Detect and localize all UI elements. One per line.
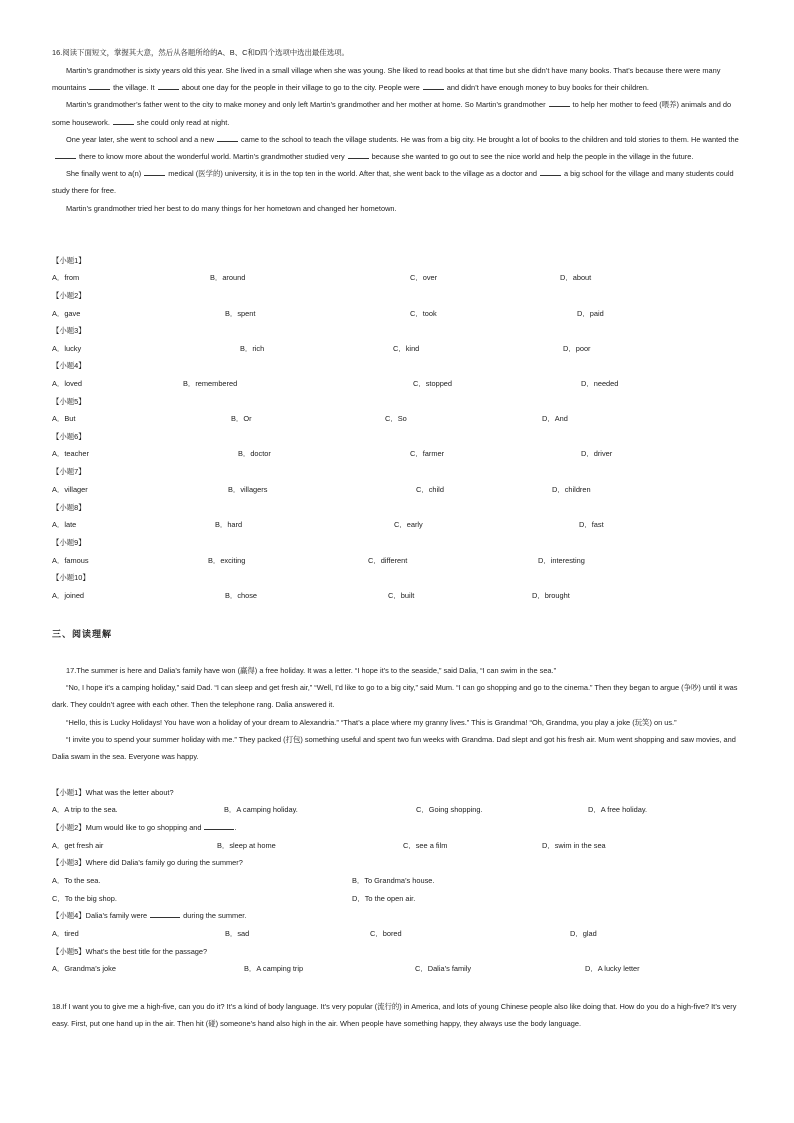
q17-question: 【小题5】What’s the best title for the passage?: [52, 947, 208, 956]
option-d[interactable]: D．A lucky letter: [585, 964, 640, 973]
q18-paragraph: 18.If I want you to give me a high-five, can you do it? It’s a kind of body language. It’s very popular (流行的) in America, and lots of young Chinese people also like doing that. How do you do a high-five? It’s very easy. First, put one hand up in the air. Then hit (碰) someone’s hand also high in the air. When people have something happy, they always use the body language.: [52, 1002, 737, 1029]
option-c[interactable]: C．over: [410, 273, 438, 282]
option-c[interactable]: C．kind: [393, 344, 420, 353]
option-d[interactable]: D．A free holiday.: [588, 805, 648, 814]
option-b[interactable]: B．To Grandma’s house.: [352, 876, 435, 885]
option-b[interactable]: B．rich: [240, 344, 265, 353]
option-d[interactable]: D．children: [552, 485, 591, 494]
blank-4: [549, 99, 570, 107]
q16-item-label: 【小题6】: [52, 432, 86, 441]
q16-item-label: 【小题10】: [52, 573, 90, 582]
q17-question: 【小题2】Mum would like to go shopping and .: [52, 823, 237, 832]
blank-6: [217, 134, 238, 142]
option-d[interactable]: D．needed: [581, 379, 619, 388]
option-d[interactable]: D．And: [542, 414, 568, 423]
q16-item-label: 【小题2】: [52, 291, 86, 300]
option-a[interactable]: A．tired: [52, 929, 79, 938]
q16-instruction: 16.阅读下面短文，掌握其大意，然后从各题所给的A、B、C和D四个选项中选出最佳选项。: [52, 48, 349, 57]
q17-question: 【小题4】Dalia’s family were during the summer.: [52, 911, 247, 920]
option-a[interactable]: A．late: [52, 520, 77, 529]
option-b[interactable]: B．spent: [225, 309, 256, 318]
option-c[interactable]: C．So: [385, 414, 407, 423]
option-d[interactable]: D．about: [560, 273, 592, 282]
option-b[interactable]: B．hard: [215, 520, 243, 529]
q16-paragraph-5: Martin’s grandmother tried her best to do many things for her hometown and changed her hometown.: [66, 203, 397, 213]
q17-question: 【小题3】Where did Dalia’s family go during the summer?: [52, 858, 243, 867]
blank-1: [89, 82, 110, 90]
q16-item-label: 【小题3】: [52, 326, 86, 335]
option-d[interactable]: D．poor: [563, 344, 591, 353]
option-b[interactable]: B．sad: [225, 929, 250, 938]
option-b[interactable]: B．A camping trip: [244, 964, 304, 973]
option-c[interactable]: C．took: [410, 309, 437, 318]
option-a[interactable]: A．famous: [52, 556, 89, 565]
q17-paragraph: “Hello, this is Lucky Holidays! You have won a holiday of your dream to Alexandria.” “That’s a place where my granny lives.” This is Grandma! “Oh, Grandma, you play a joke (玩笑) on us.”: [66, 717, 677, 727]
option-b[interactable]: B．A camping holiday.: [224, 805, 298, 814]
blank-8: [348, 151, 369, 159]
option-c[interactable]: C．To the big shop.: [52, 894, 117, 903]
q16-passage: [52, 62, 742, 217]
option-b[interactable]: B．villagers: [228, 485, 268, 494]
blank-2: [158, 82, 179, 90]
option-c[interactable]: C．Going shopping.: [416, 805, 483, 814]
option-a[interactable]: A．gave: [52, 309, 81, 318]
option-a[interactable]: A．But: [52, 414, 76, 423]
option-b[interactable]: B．around: [210, 273, 246, 282]
option-a[interactable]: A．To the sea.: [52, 876, 101, 885]
option-d[interactable]: D．brought: [532, 591, 570, 600]
q16-item-label: 【小题8】: [52, 503, 86, 512]
q18-passage: [52, 998, 742, 1032]
option-b[interactable]: B．remembered: [183, 379, 238, 388]
q16-paragraph-1: Martin’s grandmother is sixty years old this year. She lived in a small village when she was young. She liked to read books at that time but she didn’t have many books. That’s because there were many mountains the village. It about one day for the people in their village to go to the city. People were and didn’t have enough money to buy books for their children.: [52, 66, 721, 93]
option-b[interactable]: B．doctor: [238, 449, 271, 458]
option-d[interactable]: D．glad: [570, 929, 597, 938]
section-title: 三、阅读理解: [52, 629, 113, 639]
option-d[interactable]: D．paid: [577, 309, 604, 318]
q16-item-label: 【小题5】: [52, 397, 86, 406]
blank-3: [423, 82, 444, 90]
q16-item-label: 【小题1】: [52, 256, 86, 265]
option-d[interactable]: D．fast: [579, 520, 604, 529]
option-a[interactable]: A．from: [52, 273, 80, 282]
option-d[interactable]: D．To the open air.: [352, 894, 416, 903]
q16-paragraph-2: Martin’s grandmother’s father went to the city to make money and only left Martin’s grandmother and her mother at home. So Martin’s grandmother to help her mother to feed (喂养) animals and do some housework. she could only read at night.: [52, 100, 732, 127]
option-c[interactable]: C．built: [388, 591, 415, 600]
option-b[interactable]: B．sleep at home: [217, 841, 276, 850]
q17-question: 【小题1】What was the letter about?: [52, 788, 174, 797]
q16-item-label: 【小题7】: [52, 467, 86, 476]
option-c[interactable]: C．different: [368, 556, 408, 565]
option-a[interactable]: A．joined: [52, 591, 85, 600]
answer-blank: [204, 822, 234, 830]
option-b[interactable]: B．chose: [225, 591, 258, 600]
option-a[interactable]: A．lucky: [52, 344, 82, 353]
option-a[interactable]: A．villager: [52, 485, 88, 494]
blank-9: [144, 168, 165, 176]
answer-blank: [150, 910, 180, 918]
option-c[interactable]: C．child: [416, 485, 444, 494]
option-d[interactable]: D．interesting: [538, 556, 585, 565]
blank-10: [540, 168, 561, 176]
blank-5: [113, 117, 134, 125]
q17-paragraph: 17.The summer is here and Dalia’s family have won (赢得) a free holiday. It was a letter. “I hope it’s to the seaside,” said Dalia, “I can swim in the sea.”: [66, 666, 557, 675]
q16-item-label: 【小题9】: [52, 538, 86, 547]
option-c[interactable]: C．Dalia’s family: [415, 964, 472, 973]
option-b[interactable]: B．Or: [231, 414, 252, 423]
option-a[interactable]: A．teacher: [52, 449, 89, 458]
q17-paragraph: “No, I hope it’s a camping holiday,” said Dad. “I can sleep and get fresh air,” “Well, I’d like to go to a big city,” said Mum. “I can go shopping and go to the cinema.” Then they began to argue (争吵) until it was dark. They couldn’t agree with each other. Then the telephone rang. Dalia answered it.: [52, 683, 738, 710]
q17-paragraph: “I invite you to spend your summer holiday with me.” They packed (打包) something useful and spent two fun weeks with Grandma. Dad slept and got his fresh air. Mum went shopping and saw movies, and Dalia swam in the sea. Everyone was happy.: [52, 734, 736, 762]
option-c[interactable]: C．farmer: [410, 449, 445, 458]
q16-paragraph-4: She finally went to a(n) medical (医学的) university, it is in the top ten in the world. After that, she went back to the village as a doctor and a big school for the village and many students could study there for free.: [52, 169, 734, 196]
option-a[interactable]: A．loved: [52, 379, 82, 388]
option-c[interactable]: C．see a film: [403, 841, 448, 850]
option-a[interactable]: A．get fresh air: [52, 841, 104, 850]
option-a[interactable]: A．A trip to the sea.: [52, 805, 118, 814]
option-d[interactable]: D．swim in the sea: [542, 841, 606, 850]
option-a[interactable]: A．Grandma’s joke: [52, 964, 116, 973]
blank-7: [55, 151, 76, 159]
option-c[interactable]: C．bored: [370, 929, 402, 938]
option-b[interactable]: B．exciting: [208, 556, 246, 565]
option-c[interactable]: C．stopped: [413, 379, 453, 388]
q16-item-label: 【小题4】: [52, 361, 86, 370]
option-c[interactable]: C．early: [394, 520, 423, 529]
q16-paragraph-3: One year later, she went to school and a new came to the school to teach the village students. He was from a big city. He brought a lot of books to the children and told stories to them. He wanted thethere to know more about the wonderful world. Martin’s grandmother studied very because she wanted to go out to see the nice world and help the people in the village in the future.: [52, 131, 742, 165]
q17-passage: [52, 662, 742, 765]
option-d[interactable]: D．driver: [581, 449, 613, 458]
